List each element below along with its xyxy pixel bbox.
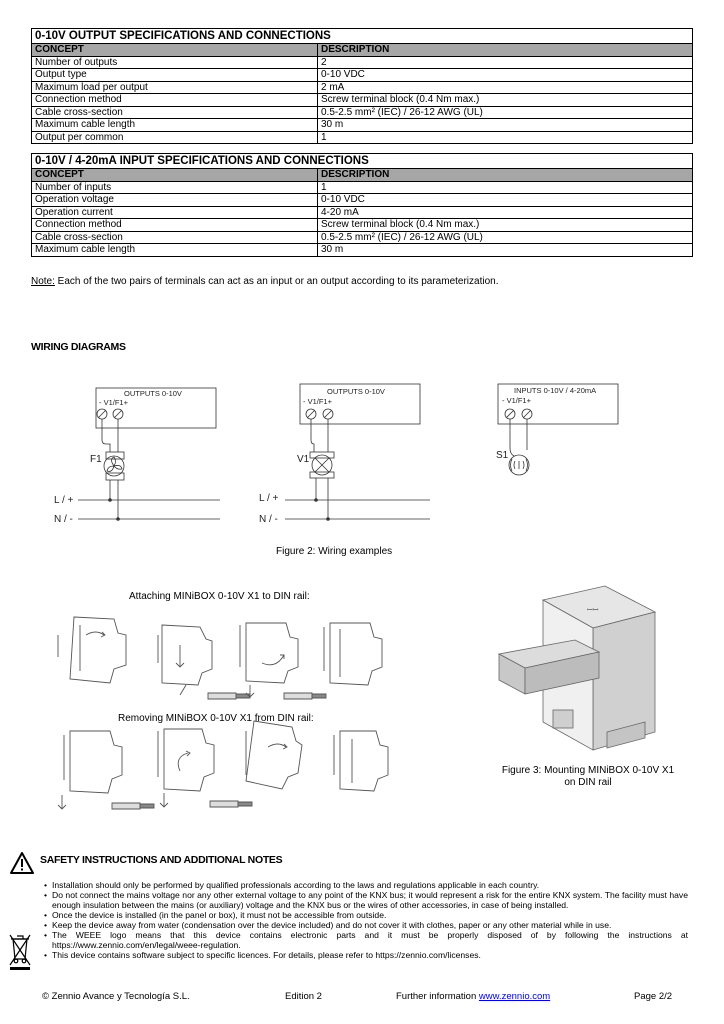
- input-table-row: [32, 244, 693, 257]
- input-table-description-cell: 0-10 VDC: [318, 194, 693, 207]
- attach-step-3: [240, 623, 326, 699]
- output-spec-table: [31, 28, 693, 144]
- safety-item: • The WEEE logo means that this device contains electronic parts and it must be properly disposed of by following the instructions at https://www.zennio.com/en/legal/weee-regulation.: [44, 930, 688, 950]
- diagram3-device-label: S1: [496, 450, 509, 461]
- input-table-row: [32, 219, 693, 232]
- note: [31, 276, 498, 287]
- figure2-caption: Figure 2: Wiring examples: [276, 546, 393, 557]
- output-table-title: 0-10V OUTPUT SPECIFICATIONS AND CONNECTIONS: [32, 29, 693, 44]
- safety-heading: SAFETY INSTRUCTIONS AND ADDITIONAL NOTES: [40, 854, 283, 866]
- output-table-description-cell: 2: [318, 56, 693, 69]
- mounting-steps-illustration: [40, 605, 420, 820]
- diagram2-terminals: - V1/F1+: [303, 397, 332, 406]
- safety-list: [38, 880, 688, 960]
- input-spec-table: [31, 153, 693, 257]
- footer-page: Page 2/2: [634, 991, 673, 1002]
- output-table-row: [32, 69, 693, 82]
- output-table-row: [32, 81, 693, 94]
- input-table-description-cell: 30 m: [318, 244, 693, 257]
- wiring-heading: WIRING DIAGRAMS: [31, 341, 126, 353]
- input-table-concept-cell: Operation voltage: [32, 194, 318, 207]
- weee-bin-icon: [8, 931, 32, 971]
- input-table-description-cell: Screw terminal block (0.4 Nm max.): [318, 219, 693, 232]
- diagram3-box-title: INPUTS 0-10V / 4-20mA: [514, 386, 597, 395]
- note-label: Note:: [31, 276, 55, 287]
- diagram1-line-label: L / +: [54, 495, 74, 506]
- output-table-row: [32, 106, 693, 119]
- output-table-concept-cell: Maximum cable length: [32, 119, 318, 132]
- diagram2-box-title: OUTPUTS 0-10V: [327, 387, 385, 396]
- safety-item: • Once the device is installed (in the panel or box), it must not be accessible from outside.: [44, 910, 688, 920]
- output-table-description-cell: Screw terminal block (0.4 Nm max.): [318, 94, 693, 107]
- input-table-row: [32, 206, 693, 219]
- diagram3-terminals: - V1/F1+: [502, 396, 531, 405]
- output-table-row: [32, 119, 693, 132]
- safety-item: • Keep the device away from water (condensation over the device included) and do not cover it with clothes, paper or any other material while in use.: [44, 920, 688, 930]
- output-col-concept: CONCEPT: [32, 44, 318, 57]
- device-label-icon: ꟷꟷ: [587, 607, 599, 614]
- diagram2-neutral-label: N / -: [259, 514, 278, 525]
- input-col-description: DESCRIPTION: [318, 169, 693, 182]
- diagram1-box-title: OUTPUTS 0-10V: [124, 389, 182, 398]
- input-table-title: 0-10V / 4-20mA INPUT SPECIFICATIONS AND CONNECTIONS: [32, 154, 693, 169]
- attach-step-1: [58, 617, 126, 683]
- remove-step-1: [58, 731, 154, 809]
- diagram2-device-label: V1: [297, 454, 310, 465]
- footer-further-info: [396, 991, 550, 1002]
- warning-icon: [10, 852, 34, 874]
- output-table-row: [32, 56, 693, 69]
- input-table-description-cell: 1: [318, 181, 693, 194]
- output-table-description-cell: 2 mA: [318, 81, 693, 94]
- safety-item: • Installation should only be performed by qualified professionals according to the laws and regulations applicable in each country.: [44, 880, 688, 890]
- output-table-concept-cell: Output type: [32, 69, 318, 82]
- output-table-concept-cell: Number of outputs: [32, 56, 318, 69]
- output-table-concept-cell: Output per common: [32, 131, 318, 144]
- remove-step-2: [158, 729, 252, 807]
- footer-website-link[interactable]: www.zennio.com: [478, 991, 551, 1002]
- safety-item: • Do not connect the mains voltage nor any other external voltage to any point of the KNX bus; it would represent a risk for the entire KNX system. The facility must have enough insulation between the mains (or auxiliary) voltage and the KNX bus or the wires of other accessories, in case of being installed.: [44, 890, 688, 910]
- input-table-concept-cell: Connection method: [32, 219, 318, 232]
- input-col-concept: CONCEPT: [32, 169, 318, 182]
- diagram1-terminals: - V1/F1+: [99, 398, 128, 407]
- input-table-concept-cell: Number of inputs: [32, 181, 318, 194]
- attach-step-2: [158, 625, 250, 699]
- diagram1-neutral-label: N / -: [54, 514, 73, 525]
- input-table-concept-cell: Cable cross-section: [32, 231, 318, 244]
- diagram2-line-label: L / +: [259, 493, 279, 504]
- footer-further-label: Further information: [396, 991, 479, 1002]
- remove-step-4: [334, 731, 388, 791]
- output-table-concept-cell: Cable cross-section: [32, 106, 318, 119]
- output-table-description-cell: 0.5-2.5 mm² (IEC) / 26-12 AWG (UL): [318, 106, 693, 119]
- input-table-concept-cell: Operation current: [32, 206, 318, 219]
- note-text: Each of the two pairs of terminals can act as an input or an output according to its parameterization.: [54, 276, 499, 287]
- input-table-row: [32, 181, 693, 194]
- device-mounting-illustration: [495, 582, 665, 752]
- output-table-description-cell: 1: [318, 131, 693, 144]
- footer-company: © Zennio Avance y Tecnología S.L.: [42, 991, 190, 1002]
- safety-item: • This device contains software subject to specific licences. For details, please refer to https://zennio.com/licenses.: [44, 950, 688, 960]
- output-table-row: [32, 131, 693, 144]
- input-table-description-cell: 0.5-2.5 mm² (IEC) / 26-12 AWG (UL): [318, 231, 693, 244]
- input-table-description-cell: 4-20 mA: [318, 206, 693, 219]
- output-table-description-cell: 30 m: [318, 119, 693, 132]
- output-table-description-cell: 0-10 VDC: [318, 69, 693, 82]
- remove-label: Removing MINiBOX 0-10V X1 from DIN rail:: [118, 713, 314, 724]
- output-col-description: DESCRIPTION: [318, 44, 693, 57]
- diagram1-device-label: F1: [90, 454, 102, 465]
- output-table-concept-cell: Maximum load per output: [32, 81, 318, 94]
- output-table-concept-cell: Connection method: [32, 94, 318, 107]
- attach-label: Attaching MINiBOX 0-10V X1 to DIN rail:: [129, 591, 310, 602]
- input-table-concept-cell: Maximum cable length: [32, 244, 318, 257]
- figure3-caption-line1: Figure 3: Mounting MINiBOX 0-10V X1: [501, 765, 675, 776]
- output-table-row: [32, 94, 693, 107]
- input-table-row: [32, 231, 693, 244]
- attach-step-4: [324, 623, 382, 685]
- input-table-row: [32, 194, 693, 207]
- footer-edition: Edition 2: [285, 991, 322, 1002]
- figure3-caption-line2: on DIN rail: [564, 777, 612, 788]
- figure3-caption: [496, 765, 680, 789]
- remove-step-3: [246, 721, 302, 789]
- wiring-diagrams: [0, 370, 724, 530]
